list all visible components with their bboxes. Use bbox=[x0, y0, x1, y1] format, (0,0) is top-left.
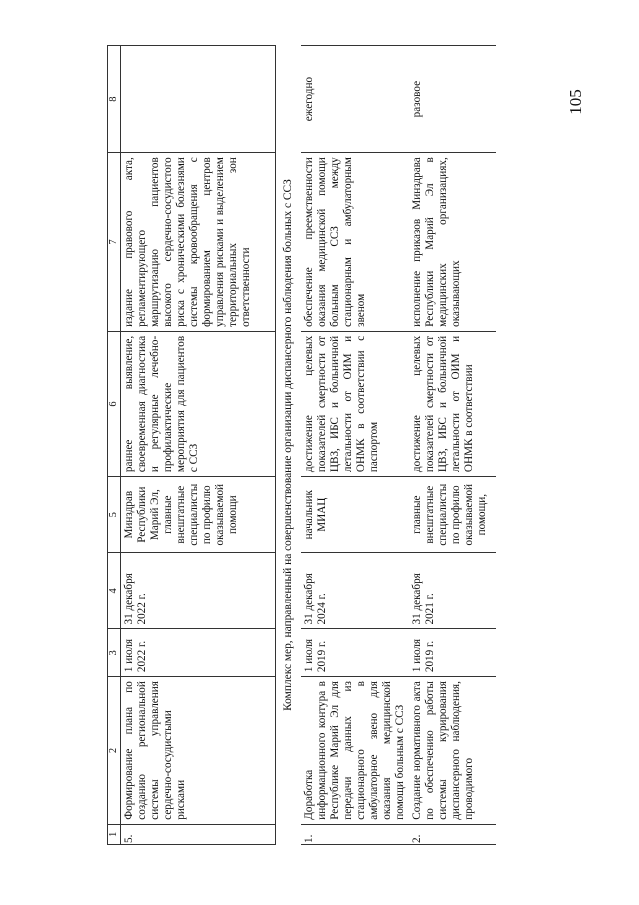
header-cell-4: 4 bbox=[108, 553, 121, 629]
control-indicator: обеспечение преемственности оказания медицинской помощи больным ССЗ между стационарным и амбулаторным звеном bbox=[301, 153, 409, 332]
header-cell-6: 6 bbox=[108, 331, 121, 476]
header-cell-3: 3 bbox=[108, 629, 121, 677]
header-cell-7: 7 bbox=[108, 153, 121, 332]
start-date: 1 июля 2022 г. bbox=[121, 629, 276, 677]
row-number: 1. bbox=[301, 824, 409, 844]
document-table-wrapper bbox=[107, 45, 527, 845]
header-cell-8: 8 bbox=[108, 46, 121, 153]
frequency bbox=[121, 46, 276, 153]
row-number: 5. bbox=[121, 824, 276, 844]
control-indicator: издание правового акта, регламентирующего маршрутизацию пациентов высокого сердечно-сосудистого риска с хроническими болезнями системы кровообращения с формированием центров управления рисками и выделением территориальных зон ответственности bbox=[121, 153, 276, 332]
table-row bbox=[121, 46, 276, 845]
end-date: 31 декабря 2021 г. bbox=[409, 553, 496, 629]
responsible: начальник МИАЦ bbox=[301, 477, 409, 553]
expected-result: достижение целевых показателей смертности от ЦВЗ, ИБС и больничной летальности от ОИМ и ОНМК в соответствии bbox=[409, 331, 496, 476]
table-row bbox=[409, 46, 496, 845]
end-date: 31 декабря 2022 г. bbox=[121, 553, 276, 629]
end-date: 31 декабря 2024 г. bbox=[301, 553, 409, 629]
row-number: 2. bbox=[409, 824, 496, 844]
header-cell-1: 1 bbox=[108, 824, 121, 844]
start-date: 1 июля 2019 г. bbox=[301, 629, 409, 677]
section-title: Комплекс мер, направленный на совершенствование организации диспансерного наблюдения больных с ССЗ bbox=[282, 179, 294, 711]
start-date: 1 июля 2019 г. bbox=[409, 629, 496, 677]
expected-result: достижение целевых показателей смертности от ЦВЗ, ИБС и больничной летальности от ОИМ и ОНМК в соответствии с паспортом bbox=[301, 331, 409, 476]
measure-name: Доработка информационного контура в Республике Марий Эл для передачи данных из стационарного в амбулаторное звено для оказания медицинской помощи больным с ССЗ bbox=[301, 677, 409, 825]
table-row bbox=[301, 46, 409, 845]
responsible: главные внештатные специалисты по профилю оказываемой помощи, bbox=[409, 477, 496, 553]
responsible: Минздрав Республики Марий Эл, главные внештатные специалисты по профилю оказываемой помощи bbox=[121, 477, 276, 553]
measure-name: Создание нормативного акта по обеспечению работы системы курирования диспансерного наблюдения, проводимого bbox=[409, 677, 496, 825]
frequency: разовое bbox=[409, 46, 496, 153]
measures-table bbox=[107, 45, 496, 845]
expected-result: раннее выявление, своевременная диагностика и регулярные лечебно-профилактические мероприятия для пациентов с ССЗ bbox=[121, 331, 276, 476]
section-row bbox=[276, 46, 302, 845]
header-row bbox=[108, 46, 121, 845]
frequency: ежегодно bbox=[301, 46, 409, 153]
control-indicator: исполнение приказов Минздрава Республики Марий Эл в медицинских организациях, оказывающих bbox=[409, 153, 496, 332]
header-cell-2: 2 bbox=[108, 677, 121, 825]
header-cell-5: 5 bbox=[108, 477, 121, 553]
rotated-document bbox=[107, 45, 527, 845]
measure-name: Формирование плана по созданию региональной системы управления сердечно-сосудистыми рисками bbox=[121, 677, 276, 825]
page-number: 105 bbox=[566, 89, 585, 115]
